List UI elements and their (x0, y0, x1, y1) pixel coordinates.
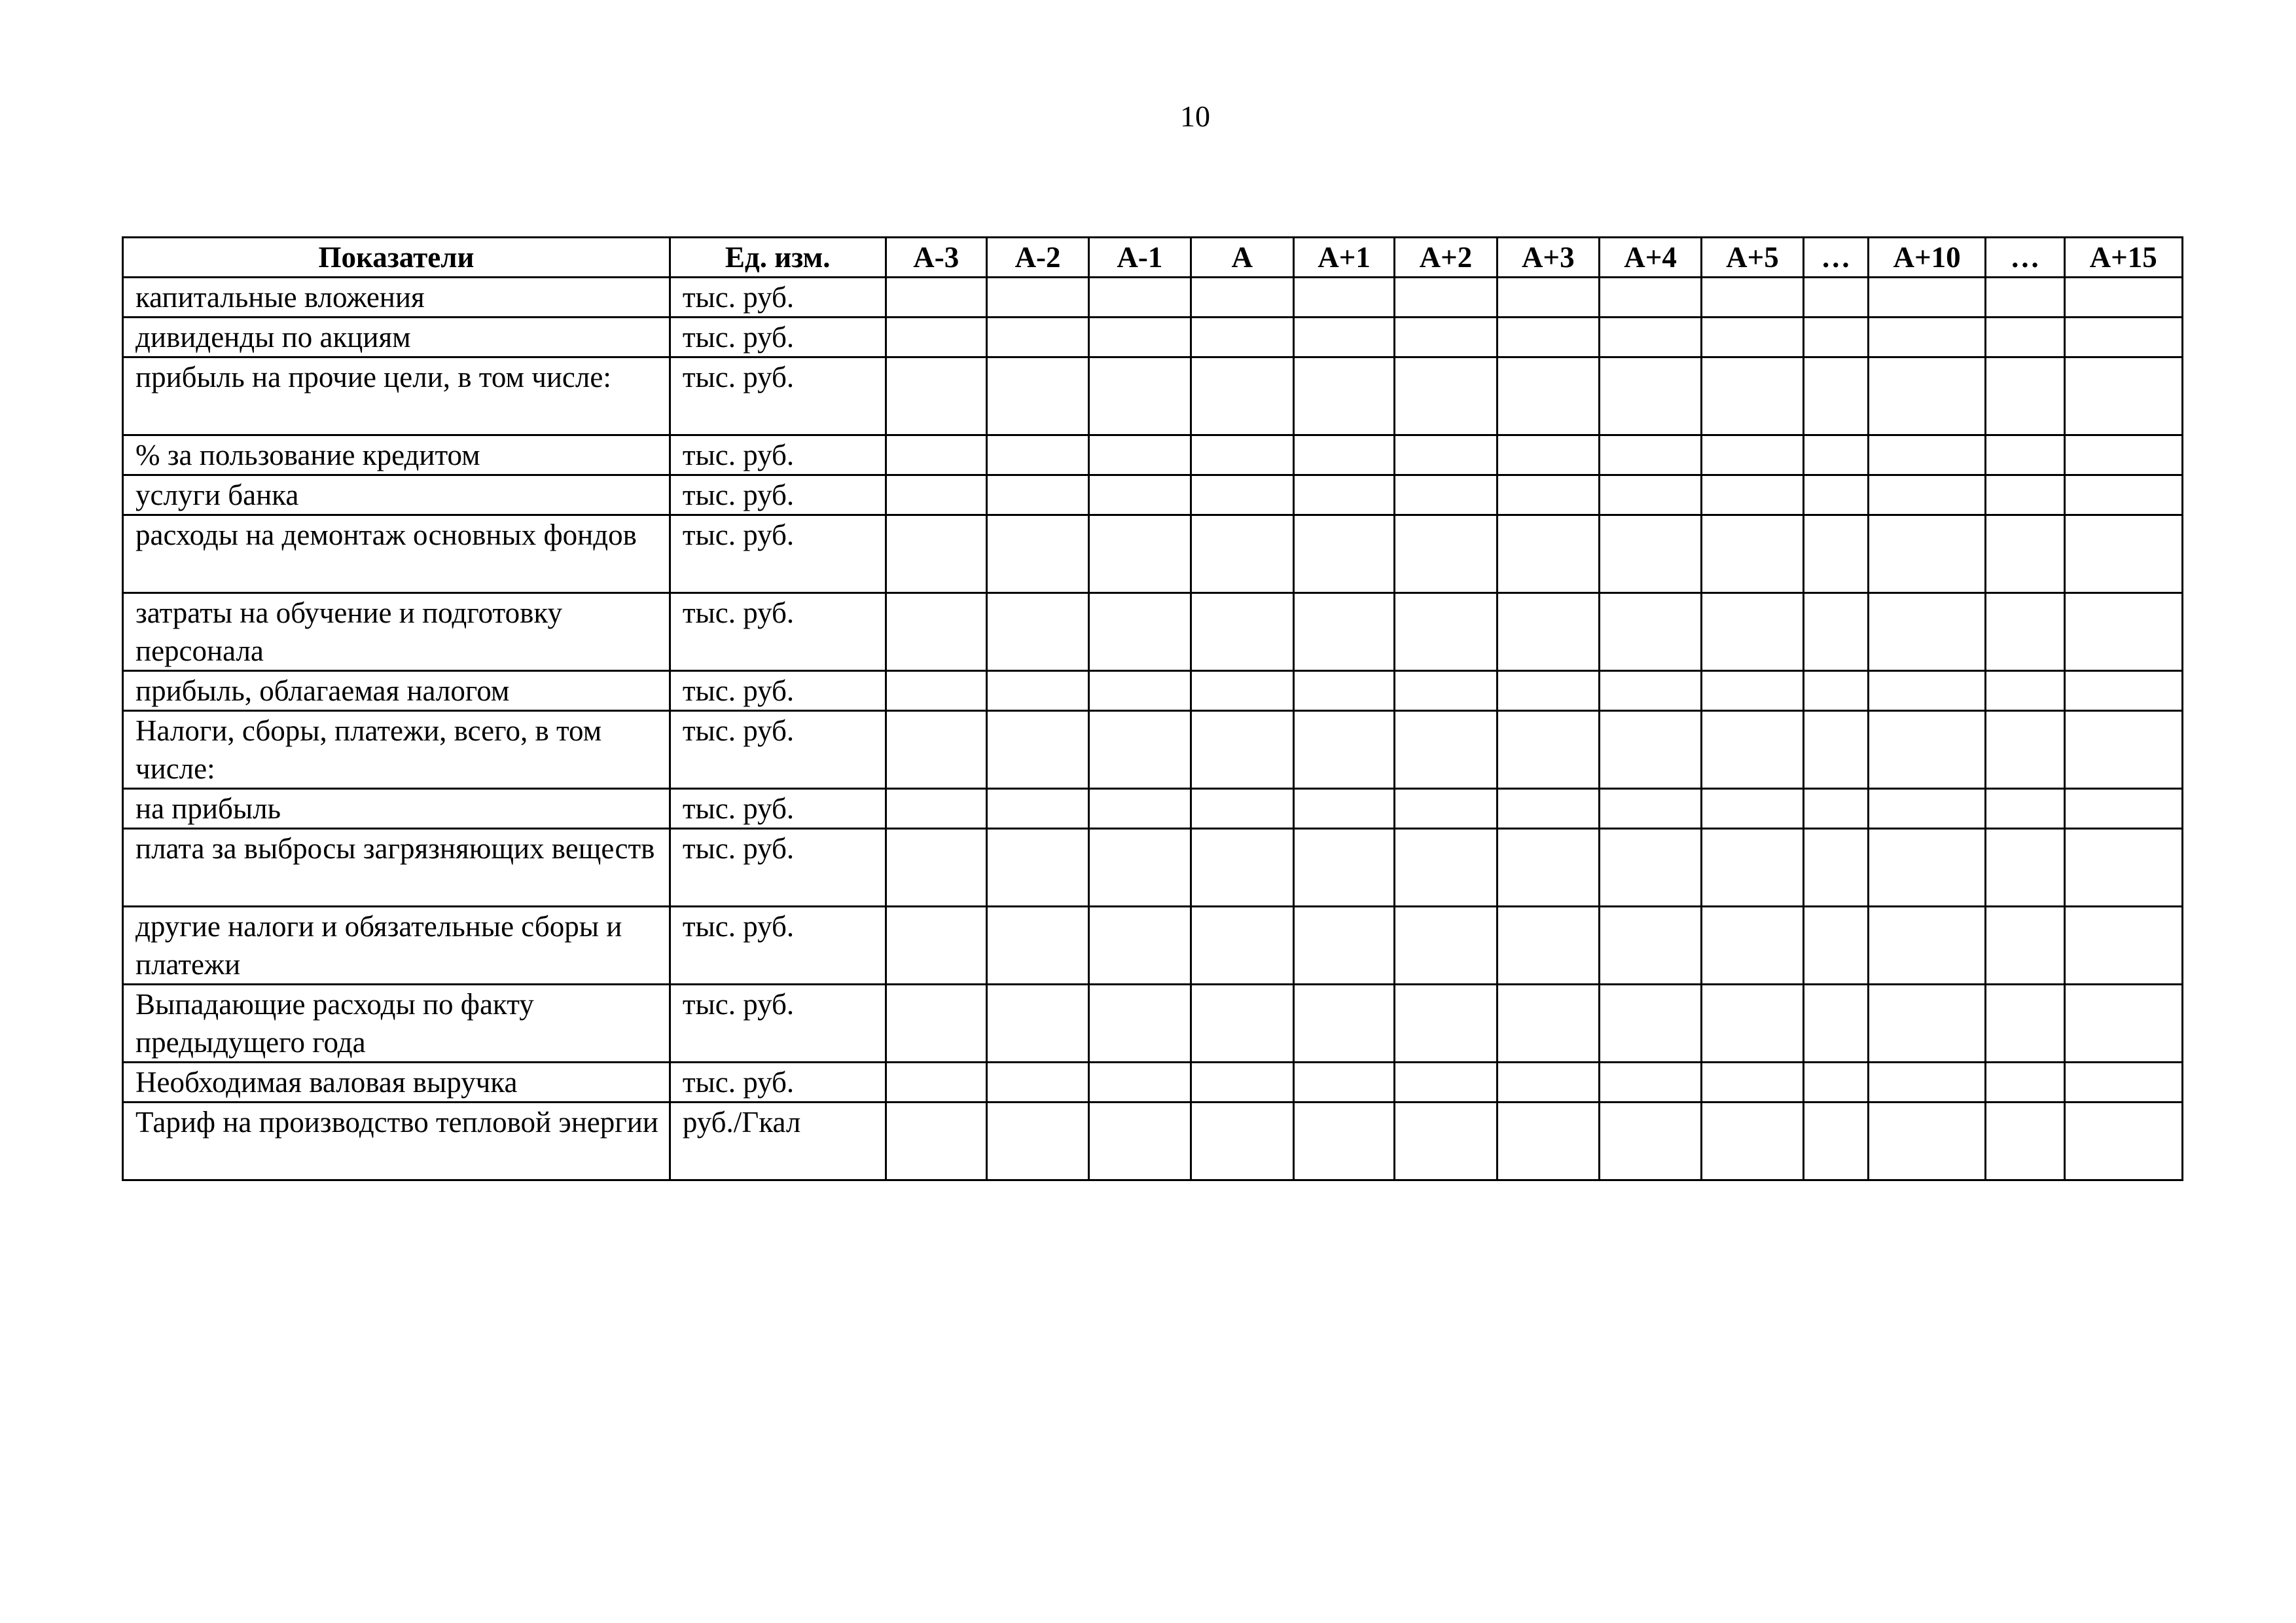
value-cell (1868, 515, 1985, 593)
value-cell (986, 515, 1088, 593)
value-cell (1293, 829, 1394, 907)
value-cell (1497, 475, 1599, 515)
value-cell (1395, 789, 1497, 829)
value-cell (1191, 985, 1293, 1063)
row-indicator-label: другие налоги и обязательные сборы и платежи (123, 907, 670, 985)
value-cell (886, 593, 986, 671)
value-cell (1986, 907, 2064, 985)
row-unit: тыс. руб. (670, 711, 886, 789)
header-period: А-2 (986, 238, 1088, 278)
value-cell (1702, 829, 1803, 907)
value-cell (1089, 985, 1191, 1063)
value-cell (1395, 515, 1497, 593)
value-cell (1191, 1063, 1293, 1103)
value-cell (1599, 278, 1701, 318)
value-cell (1089, 711, 1191, 789)
value-cell (1395, 593, 1497, 671)
value-cell (1191, 829, 1293, 907)
value-cell (1089, 1103, 1191, 1180)
row-unit: тыс. руб. (670, 1063, 886, 1103)
value-cell (1089, 1063, 1191, 1103)
value-cell (1395, 1063, 1497, 1103)
value-cell (1395, 985, 1497, 1063)
value-cell (1293, 357, 1394, 435)
value-cell (1702, 671, 1803, 711)
value-cell (1089, 593, 1191, 671)
value-cell (1191, 515, 1293, 593)
header-period: А-3 (886, 238, 986, 278)
value-cell (2064, 515, 2183, 593)
value-cell (1803, 907, 1868, 985)
value-cell (986, 789, 1088, 829)
value-cell (1868, 829, 1985, 907)
value-cell (2064, 985, 2183, 1063)
value-cell (2064, 1063, 2183, 1103)
value-cell (986, 593, 1088, 671)
row-unit: тыс. руб. (670, 475, 886, 515)
value-cell (986, 318, 1088, 357)
value-cell (986, 985, 1088, 1063)
value-cell (2064, 829, 2183, 907)
value-cell (1868, 357, 1985, 435)
table-row (123, 671, 2183, 711)
table-row (123, 593, 2183, 671)
value-cell (1868, 671, 1985, 711)
row-unit: тыс. руб. (670, 435, 886, 475)
value-cell (1293, 1063, 1394, 1103)
row-indicator-label: капитальные вложения (123, 278, 670, 318)
value-cell (1497, 789, 1599, 829)
value-cell (1191, 671, 1293, 711)
value-cell (1868, 711, 1985, 789)
table-row (123, 985, 2183, 1063)
row-indicator-label: прибыль, облагаемая налогом (123, 671, 670, 711)
row-unit: тыс. руб. (670, 789, 886, 829)
value-cell (2064, 593, 2183, 671)
value-cell (1803, 1063, 1868, 1103)
row-indicator-label: дивиденды по акциям (123, 318, 670, 357)
value-cell (1395, 829, 1497, 907)
value-cell (1599, 357, 1701, 435)
value-cell (1702, 1063, 1803, 1103)
value-cell (2064, 278, 2183, 318)
value-cell (1599, 985, 1701, 1063)
value-cell (1191, 789, 1293, 829)
row-unit: тыс. руб. (670, 907, 886, 985)
value-cell (986, 475, 1088, 515)
value-cell (1293, 435, 1394, 475)
value-cell (1803, 711, 1868, 789)
value-cell (2064, 357, 2183, 435)
value-cell (986, 907, 1088, 985)
table-row (123, 435, 2183, 475)
value-cell (1702, 318, 1803, 357)
value-cell (1497, 593, 1599, 671)
value-cell (1191, 357, 1293, 435)
table-row (123, 829, 2183, 907)
value-cell (1599, 1103, 1701, 1180)
value-cell (1986, 985, 2064, 1063)
row-unit: тыс. руб. (670, 829, 886, 907)
value-cell (1702, 278, 1803, 318)
table-body (123, 278, 2183, 1180)
value-cell (1191, 593, 1293, 671)
table-row (123, 907, 2183, 985)
value-cell (886, 711, 986, 789)
value-cell (1702, 711, 1803, 789)
value-cell (1497, 985, 1599, 1063)
value-cell (1089, 318, 1191, 357)
value-cell (2064, 907, 2183, 985)
header-period: А+2 (1395, 238, 1497, 278)
value-cell (1395, 278, 1497, 318)
value-cell (1497, 318, 1599, 357)
value-cell (1395, 318, 1497, 357)
value-cell (1702, 985, 1803, 1063)
header-period: А (1191, 238, 1293, 278)
value-cell (1599, 475, 1701, 515)
value-cell (1702, 1103, 1803, 1180)
value-cell (1497, 1063, 1599, 1103)
value-cell (1191, 475, 1293, 515)
value-cell (2064, 1103, 2183, 1180)
value-cell (1089, 357, 1191, 435)
value-cell (1868, 1103, 1985, 1180)
table-row (123, 1063, 2183, 1103)
value-cell (1191, 711, 1293, 789)
value-cell (1986, 711, 2064, 789)
value-cell (1293, 907, 1394, 985)
value-cell (1497, 1103, 1599, 1180)
value-cell (1803, 1103, 1868, 1180)
value-cell (1599, 515, 1701, 593)
value-cell (886, 907, 986, 985)
value-cell (1599, 711, 1701, 789)
value-cell (986, 711, 1088, 789)
value-cell (1497, 515, 1599, 593)
value-cell (1395, 357, 1497, 435)
value-cell (1293, 515, 1394, 593)
value-cell (886, 357, 986, 435)
value-cell (1599, 435, 1701, 475)
value-cell (1089, 278, 1191, 318)
value-cell (2064, 671, 2183, 711)
row-indicator-label: затраты на обучение и подготовку персонала (123, 593, 670, 671)
value-cell (1599, 318, 1701, 357)
row-unit: тыс. руб. (670, 515, 886, 593)
header-period: … (1803, 238, 1868, 278)
value-cell (1293, 318, 1394, 357)
value-cell (1395, 711, 1497, 789)
header-period: А+15 (2064, 238, 2183, 278)
value-cell (1803, 593, 1868, 671)
value-cell (1986, 278, 2064, 318)
value-cell (1497, 435, 1599, 475)
value-cell (1089, 671, 1191, 711)
value-cell (986, 435, 1088, 475)
row-unit: тыс. руб. (670, 278, 886, 318)
value-cell (1293, 475, 1394, 515)
value-cell (2064, 318, 2183, 357)
value-cell (886, 475, 986, 515)
value-cell (1395, 475, 1497, 515)
value-cell (2064, 475, 2183, 515)
value-cell (886, 1063, 986, 1103)
value-cell (1868, 278, 1985, 318)
value-cell (1803, 318, 1868, 357)
table-row (123, 1103, 2183, 1180)
row-unit: тыс. руб. (670, 357, 886, 435)
value-cell (1702, 435, 1803, 475)
value-cell (986, 278, 1088, 318)
value-cell (1868, 985, 1985, 1063)
value-cell (1191, 318, 1293, 357)
value-cell (1089, 789, 1191, 829)
value-cell (1089, 515, 1191, 593)
table-row (123, 357, 2183, 435)
table-row (123, 515, 2183, 593)
value-cell (1803, 829, 1868, 907)
value-cell (1497, 357, 1599, 435)
header-period: А+3 (1497, 238, 1599, 278)
value-cell (1986, 1103, 2064, 1180)
value-cell (1497, 278, 1599, 318)
value-cell (1986, 671, 2064, 711)
table-row (123, 318, 2183, 357)
value-cell (886, 829, 986, 907)
value-cell (1293, 711, 1394, 789)
value-cell (886, 985, 986, 1063)
value-cell (1395, 907, 1497, 985)
value-cell (1191, 435, 1293, 475)
value-cell (1803, 985, 1868, 1063)
value-cell (1986, 593, 2064, 671)
row-indicator-label: на прибыль (123, 789, 670, 829)
value-cell (1293, 671, 1394, 711)
value-cell (1986, 789, 2064, 829)
value-cell (1497, 829, 1599, 907)
value-cell (886, 435, 986, 475)
value-cell (1986, 829, 2064, 907)
row-indicator-label: плата за выбросы загрязняющих веществ (123, 829, 670, 907)
header-indicator: Показатели (123, 238, 670, 278)
row-unit: руб./Гкал (670, 1103, 886, 1180)
value-cell (1599, 671, 1701, 711)
value-cell (1868, 435, 1985, 475)
value-cell (1191, 278, 1293, 318)
table-header-row (123, 238, 2183, 278)
value-cell (986, 671, 1088, 711)
row-indicator-label: Тариф на производство тепловой энергии (123, 1103, 670, 1180)
value-cell (1497, 671, 1599, 711)
row-indicator-label: услуги банка (123, 475, 670, 515)
value-cell (1191, 1103, 1293, 1180)
value-cell (1702, 789, 1803, 829)
table-row (123, 789, 2183, 829)
value-cell (1986, 435, 2064, 475)
value-cell (1803, 671, 1868, 711)
header-period: А+5 (1702, 238, 1803, 278)
row-indicator-label: расходы на демонтаж основных фондов (123, 515, 670, 593)
value-cell (1293, 985, 1394, 1063)
value-cell (1803, 789, 1868, 829)
value-cell (1599, 789, 1701, 829)
value-cell (886, 1103, 986, 1180)
value-cell (986, 357, 1088, 435)
header-period: … (1986, 238, 2064, 278)
value-cell (1868, 593, 1985, 671)
value-cell (1395, 435, 1497, 475)
value-cell (1868, 318, 1985, 357)
value-cell (1599, 1063, 1701, 1103)
value-cell (886, 515, 986, 593)
value-cell (1293, 593, 1394, 671)
indicators-table (122, 236, 2183, 1181)
value-cell (1868, 1063, 1985, 1103)
table-row (123, 278, 2183, 318)
header-unit: Ед. изм. (670, 238, 886, 278)
row-unit: тыс. руб. (670, 985, 886, 1063)
value-cell (2064, 711, 2183, 789)
value-cell (1497, 711, 1599, 789)
header-period: А+10 (1868, 238, 1985, 278)
value-cell (1868, 907, 1985, 985)
row-indicator-label: Необходимая валовая выручка (123, 1063, 670, 1103)
value-cell (886, 789, 986, 829)
value-cell (2064, 435, 2183, 475)
value-cell (1293, 278, 1394, 318)
value-cell (1191, 907, 1293, 985)
value-cell (1702, 515, 1803, 593)
value-cell (886, 671, 986, 711)
value-cell (1803, 515, 1868, 593)
row-indicator-label: Налоги, сборы, платежи, всего, в том числе: (123, 711, 670, 789)
header-period: А+1 (1293, 238, 1394, 278)
page-number: 10 (1180, 100, 1210, 133)
value-cell (1986, 1063, 2064, 1103)
value-cell (1868, 789, 1985, 829)
row-indicator-label: % за пользование кредитом (123, 435, 670, 475)
value-cell (1868, 475, 1985, 515)
value-cell (1702, 593, 1803, 671)
header-period: А-1 (1089, 238, 1191, 278)
row-unit: тыс. руб. (670, 671, 886, 711)
value-cell (886, 318, 986, 357)
value-cell (1803, 278, 1868, 318)
value-cell (1702, 907, 1803, 985)
value-cell (1599, 907, 1701, 985)
value-cell (986, 1103, 1088, 1180)
value-cell (1599, 829, 1701, 907)
row-unit: тыс. руб. (670, 593, 886, 671)
value-cell (1395, 671, 1497, 711)
value-cell (1395, 1103, 1497, 1180)
value-cell (1089, 829, 1191, 907)
value-cell (2064, 789, 2183, 829)
table-row (123, 475, 2183, 515)
value-cell (1803, 475, 1868, 515)
header-period: А+4 (1599, 238, 1701, 278)
value-cell (1986, 475, 2064, 515)
row-unit: тыс. руб. (670, 318, 886, 357)
row-indicator-label: Выпадающие расходы по факту предыдущего года (123, 985, 670, 1063)
row-indicator-label: прибыль на прочие цели, в том числе: (123, 357, 670, 435)
value-cell (1089, 907, 1191, 985)
value-cell (1803, 435, 1868, 475)
value-cell (1986, 515, 2064, 593)
value-cell (986, 829, 1088, 907)
value-cell (1293, 1103, 1394, 1180)
value-cell (1089, 435, 1191, 475)
table-row (123, 711, 2183, 789)
value-cell (1803, 357, 1868, 435)
value-cell (1986, 357, 2064, 435)
value-cell (1986, 318, 2064, 357)
value-cell (1702, 475, 1803, 515)
value-cell (1089, 475, 1191, 515)
value-cell (886, 278, 986, 318)
value-cell (1293, 789, 1394, 829)
value-cell (1497, 907, 1599, 985)
value-cell (986, 1063, 1088, 1103)
value-cell (1599, 593, 1701, 671)
value-cell (1702, 357, 1803, 435)
